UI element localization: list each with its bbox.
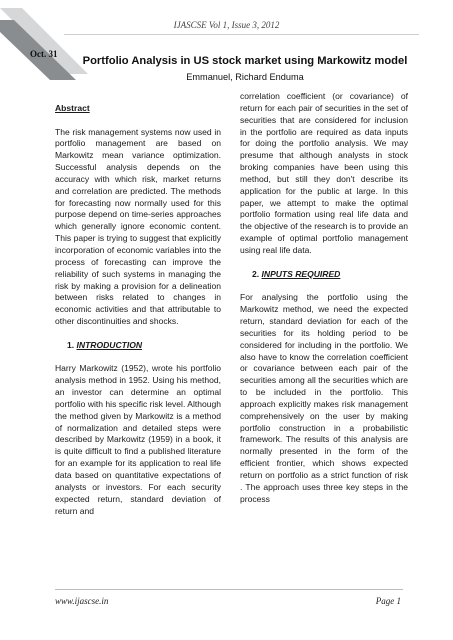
header-divider: [64, 34, 419, 35]
abstract-text: The risk management systems now used in portfolio management are based on Markowitz mean variance optimization. Successful analysis depends on the accuracy with which risk, market returns and correlation are predicted. The methods for forecasting now normally used for this purpose depend on time-series approaches which generally ignore economic content. This paper is trying to suggest that explicitly incorporation of economic variables into the process of forecasting can improve the reliability of such systems in managing the risk by making a provision for a delineation between risks related to changes in economic activities and that attributable to other discontinuities and shocks.: [55, 126, 221, 327]
footer-website: www.ijascse.in: [55, 596, 109, 606]
right-column: [240, 91, 408, 506]
left-column: [55, 91, 221, 517]
section-1-number: 1.: [67, 339, 75, 350]
section-1-text: Harry Markowitz (1952), wrote his portfolio analysis method in 1952. Using his method, an investor can determine an optimal portfolio with his specific risk level. Although the method given by Markowitz is a method of normalization and detailed steps were described by Markowitz (1959) in a book, it is quite difficult to find a published literature for an example for its application to real life data based on quantitative expectations of analysts or investors. For each security expected return, standard deviation of return and: [55, 363, 221, 516]
section-1-heading: [67, 340, 221, 352]
footer-divider: [55, 589, 403, 590]
section-2-number: 2.: [252, 268, 260, 279]
paper-title: Portfolio Analysis in US stock market using Markowitz model: [82, 55, 408, 67]
ribbon-shape: [0, 8, 90, 80]
date-ribbon: [0, 8, 90, 80]
paper-authors: Emmanuel, Richard Enduma: [186, 72, 304, 82]
abstract-heading: Abstract: [55, 102, 90, 113]
journal-header: IJASCSE Vol 1, Issue 3, 2012: [173, 20, 280, 30]
section-1-continuation: correlation coefficient (or covariance) of return for each pair of securities in the set of securities that are considered for inclusion in the portfolio are required as data inputs for doing the portfolio analysis. We may presume that although analysts in stock broking companies have been using this method, but still they don't describe its application for the public at large. In this paper, we attempt to make the optimal portfolio formation using real life data and the objective of the research is to provide an example of optimal portfolio management using real life data.: [240, 91, 408, 255]
section-2-title: INPUTS REQUIRED: [261, 268, 341, 279]
section-1-title: INTRODUCTION: [76, 339, 143, 350]
section-2-heading: [252, 269, 408, 281]
section-2-text: For analysing the portfolio using the Markowitz method, we need the expected return, standard deviation for each of the securities for its holding period to be considered for including in the portfolio. We also have to know the correlation coefficient or covariance between each pair of the securities among all the securities which are to be included in the portfolio. This approach explicitly makes risk management comprehensively on the user by making portfolio construction in a probabilistic framework. The results of this analysis are normally presented in the form of the efficient frontier, which shows expected return on portfolio as a strict function of risk . The approach uses three key steps in the process: [240, 292, 408, 504]
date-badge: Oct. 31: [30, 49, 58, 59]
footer-page-number: Page 1: [375, 596, 401, 606]
